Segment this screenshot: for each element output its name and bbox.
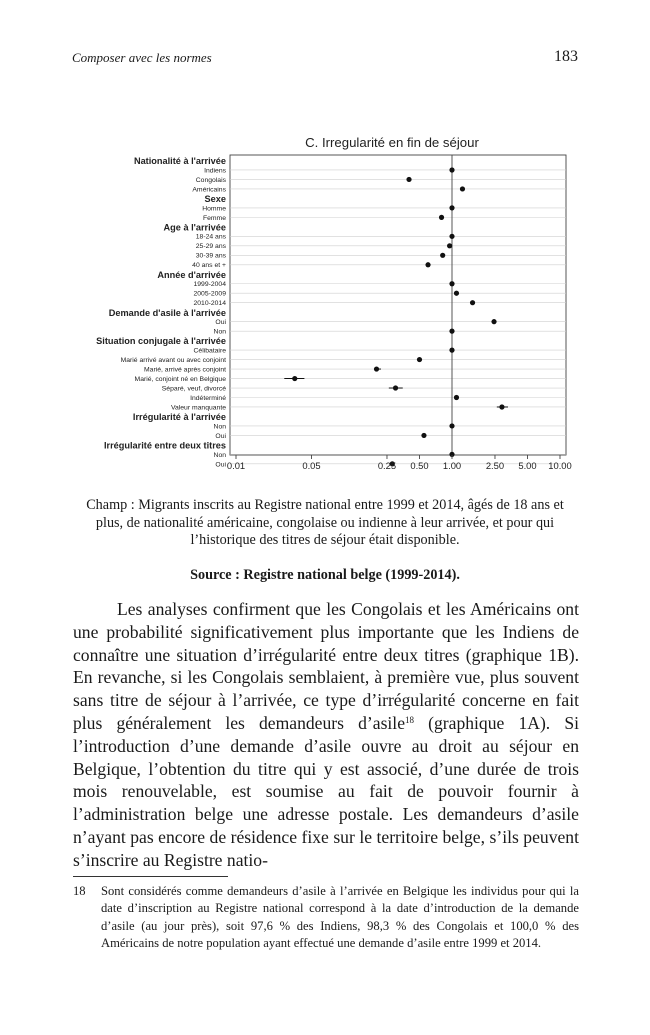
row-label: Oui <box>215 432 226 440</box>
row-label: Marié, conjoint né en Belgique <box>134 375 226 383</box>
footnote <box>73 883 579 953</box>
row-group-label: Age à l'arrivée <box>163 222 226 233</box>
footnote-reference[interactable]: 18 <box>405 714 414 725</box>
point-estimate <box>491 319 496 324</box>
row-label: Non <box>213 451 226 459</box>
footnote-number: 18 <box>73 884 86 898</box>
point-estimate <box>470 300 475 305</box>
point-estimate <box>449 205 454 210</box>
point-estimate <box>449 281 454 286</box>
row-labels <box>96 156 226 468</box>
row-label: Marié, arrivé après conjoint <box>144 366 226 374</box>
x-tick-label: 0.01 <box>226 460 246 471</box>
row-label: 2010-2014 <box>193 300 226 308</box>
row-label: Marié arrivé avant ou avec conjoint <box>120 356 226 364</box>
row-group-label: Demande d'asile à l'arrivée <box>108 307 226 318</box>
body-paragraph <box>73 598 579 872</box>
plot-frame <box>230 155 566 455</box>
point-estimate <box>499 404 504 409</box>
point-estimate <box>449 329 454 334</box>
row-group-label: Année d'arrivée <box>157 269 226 280</box>
page-number: 183 <box>554 48 578 65</box>
x-tick-label: 0.05 <box>302 460 321 471</box>
x-tick-label: 5.00 <box>518 460 537 471</box>
point-estimate <box>439 215 444 220</box>
point-estimate <box>425 262 430 267</box>
x-tick-label: 10.00 <box>548 460 572 471</box>
row-label: Non <box>213 328 226 336</box>
footnote-separator <box>73 876 228 877</box>
row-label: 1999-2004 <box>193 281 226 289</box>
point-estimate <box>449 423 454 428</box>
row-label: Non <box>213 423 226 431</box>
point-estimate <box>292 376 297 381</box>
row-label: Homme <box>202 205 226 213</box>
point-estimate <box>447 243 452 248</box>
x-tick-label: 1.00 <box>442 460 462 471</box>
x-tick-label: 0.25 <box>377 460 397 471</box>
point-estimate <box>406 177 411 182</box>
row-group-label: Nationalité à l'arrivée <box>133 156 226 167</box>
point-estimate <box>440 253 445 258</box>
row-label: Indéterminé <box>190 394 226 402</box>
x-axis <box>227 455 572 471</box>
forest-plot <box>0 0 650 480</box>
point-estimate <box>449 234 454 239</box>
chart-title: C. Irregularité en fin de séjour <box>305 135 479 150</box>
row-label: 18-24 ans <box>195 233 226 241</box>
point-estimate <box>454 395 459 400</box>
row-label: Congolais <box>195 176 226 184</box>
row-group-label: Irrégularité à l'arrivée <box>132 412 226 423</box>
row-label: Célibataire <box>193 347 226 355</box>
point-estimate <box>454 291 459 296</box>
x-tick-label: 2.50 <box>485 460 505 471</box>
paragraph-text-start: Les analyses confirment que les Congolais et les Américains ont une probabilité significativement plus importante que les Indiens de connaître une situation d’irrégularité entre deux titres (graphique 1B). En revanche, si les Congolais semblaient, à première vue, plus souvent sans titre de séjour à l’arrivée, ce type d’irrégularité concerne en fait plus généralement les demandeurs d’asile <box>73 599 579 733</box>
row-label: 30-39 ans <box>195 252 226 260</box>
row-label: 2005-2009 <box>193 290 226 298</box>
row-label: Femme <box>202 214 226 222</box>
row-label: 25-29 ans <box>195 243 226 251</box>
point-estimate <box>449 348 454 353</box>
figure-source: Source : Registre national belge (1999-2014). <box>190 567 460 583</box>
row-label: Séparé, veuf, divorcé <box>161 385 226 393</box>
row-group-label: Irrégularité entre deux titres <box>103 440 226 451</box>
point-estimates <box>284 167 508 466</box>
row-label: Valeur manquante <box>170 404 226 412</box>
point-estimate <box>449 167 454 172</box>
grid-lines <box>230 170 566 464</box>
point-estimate <box>393 385 398 390</box>
running-head: Composer avec les normes <box>72 50 212 65</box>
row-label: 40 ans et + <box>192 262 226 270</box>
row-label: Oui <box>215 461 226 469</box>
figure-caption: Champ : Migrants inscrits au Registre national entre 1999 et 2014, âgés de 18 ans et plus, de nationalité américaine, congolaise ou indienne à leur arrivée, et pour qui l’historique des titres de séjour était disponible. <box>86 497 564 548</box>
point-estimate <box>417 357 422 362</box>
x-tick-label: 0.50 <box>410 460 429 471</box>
row-label: Indiens <box>204 167 226 175</box>
row-group-label: Sexe <box>204 194 226 205</box>
footnote-text: Sont considérés comme demandeurs d’asile à l’arrivée en Belgique les individus pour qui la date d’inscription au Registre national correspond à la date d’introduction de la demande d’asile (au jour près), soit 97,6 % des Indiens, 98,3 % des Congolais et 100,0 % des Américains de notre population ayant effectué une demande d’asile entre 1999 et 2014. <box>101 884 579 951</box>
row-label: Américains <box>192 186 226 194</box>
point-estimate <box>460 186 465 191</box>
point-estimate <box>374 366 379 371</box>
paragraph-text-end: (graphique 1A). Si l’introduction d’une demande d’asile ouvre au droit au séjour en Belgique, l’obtention du titre qui y est associé, d’une durée de trois mois renouvelable, est soumise au fait de pouvoir fournir à l’administration belge une adresse postale. Les demandeurs d’asile n’ayant pas encore de résidence fixe sur le territoire belge, s’ils peuvent s’inscrire au Registre natio- <box>73 712 579 870</box>
point-estimate <box>421 433 426 438</box>
row-label: Oui <box>215 319 226 327</box>
row-group-label: Situation conjugale à l'arrivée <box>96 336 226 347</box>
